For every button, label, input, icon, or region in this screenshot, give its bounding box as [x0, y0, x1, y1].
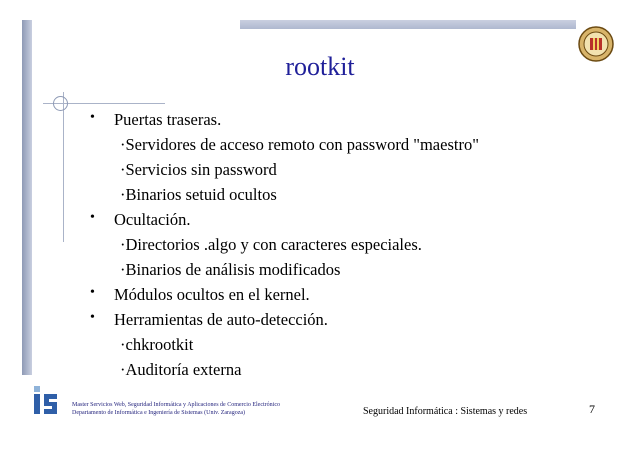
page-number: 7: [589, 402, 595, 416]
footer-institution: Master Servicios Web, Seguridad Informática y Aplicaciones de Comercio Electrónico Departamento de Informática e Ingeniería de Sistemas (Univ. Zaragoza): [72, 402, 281, 416]
bullet-icon: •: [90, 110, 95, 125]
bullet-icon: •: [90, 210, 95, 225]
bullet-icon: •: [90, 285, 95, 300]
bullet-icon: •: [90, 310, 95, 325]
slide-title: rootkit: [285, 52, 355, 81]
department-logo-icon: [34, 386, 58, 416]
top-decorative-bar: [240, 20, 576, 29]
footer-course-title: Seguridad Informática : Sistemas y redes: [363, 406, 528, 417]
slide: rootkit • Puertas traseras. ·Servidores de acceso remoto con password "maestro" ·Servicios sin password ·Binarios setuid ocultos • Ocultación. ·Directorios .algo y con caracteres especiales. ·Binarios de análisis modificados • Módulos ocultos en el kernel. • Herramientas de auto-detección. ·chkrootkit ·Auditoría externa Master Servicios Web, Seguridad Informática y Aplicaciones de Comercio Electrónico Departamento de Informática e Ingeniería de Sistemas (Univ. Zaragoza) Seguridad Informática : Sistemas y redes 7: [0, 0, 640, 452]
crosshair-circle-icon: [53, 96, 68, 111]
vertical-guide-line: [63, 92, 64, 242]
